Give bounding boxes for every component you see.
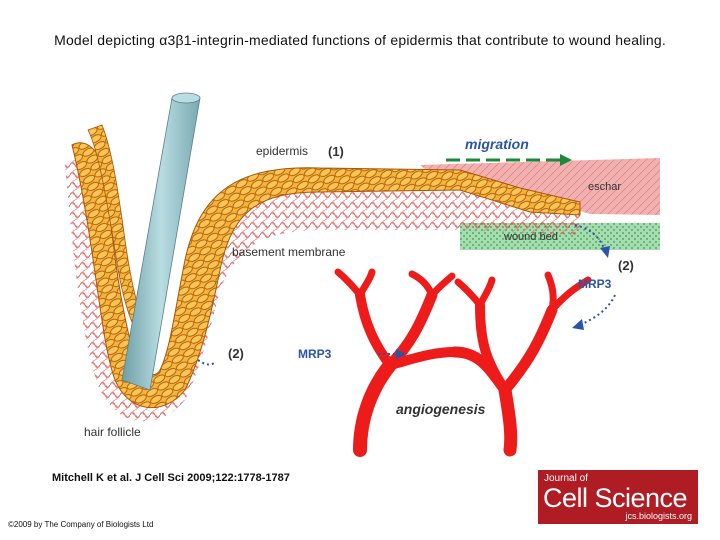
label-step2-right: (2) <box>618 258 634 273</box>
blood-vessels <box>338 272 588 450</box>
label-eschar: eschar <box>588 181 622 193</box>
label-mrp3-left: MRP3 <box>298 347 332 361</box>
mrp3-arrow-right-lower <box>580 295 615 325</box>
journal-logo[interactable] <box>538 470 698 524</box>
label-hair-follicle: hair follicle <box>84 425 141 439</box>
label-basement-membrane: basement membrane <box>232 245 346 259</box>
label-wound-bed: wound bed <box>504 231 558 243</box>
label-step1: (1) <box>328 144 344 159</box>
slide-title: Model depicting α3β1-integrin-mediated functions of epidermis that contribute to wound healing. <box>54 32 666 48</box>
logo-journal-of: Journal of <box>544 473 588 484</box>
wound-healing-diagram <box>60 90 670 460</box>
mrp3-arrow-left-a <box>198 360 216 364</box>
citation: Mitchell K et al. J Cell Sci 2009;122:1778-1787 <box>52 472 290 484</box>
copyright: ©2009 by The Company of Biologists Ltd <box>8 520 154 529</box>
label-mrp3-right: MRP3 <box>578 277 612 291</box>
logo-url: jcs.biologists.org <box>625 511 692 521</box>
label-migration: migration <box>465 136 529 152</box>
label-step2-left: (2) <box>228 346 244 361</box>
hair-shaft-tip <box>172 93 200 103</box>
logo-name: Cell Science <box>543 483 688 513</box>
label-angiogenesis: angiogenesis <box>396 401 486 417</box>
label-epidermis: epidermis <box>256 144 309 158</box>
